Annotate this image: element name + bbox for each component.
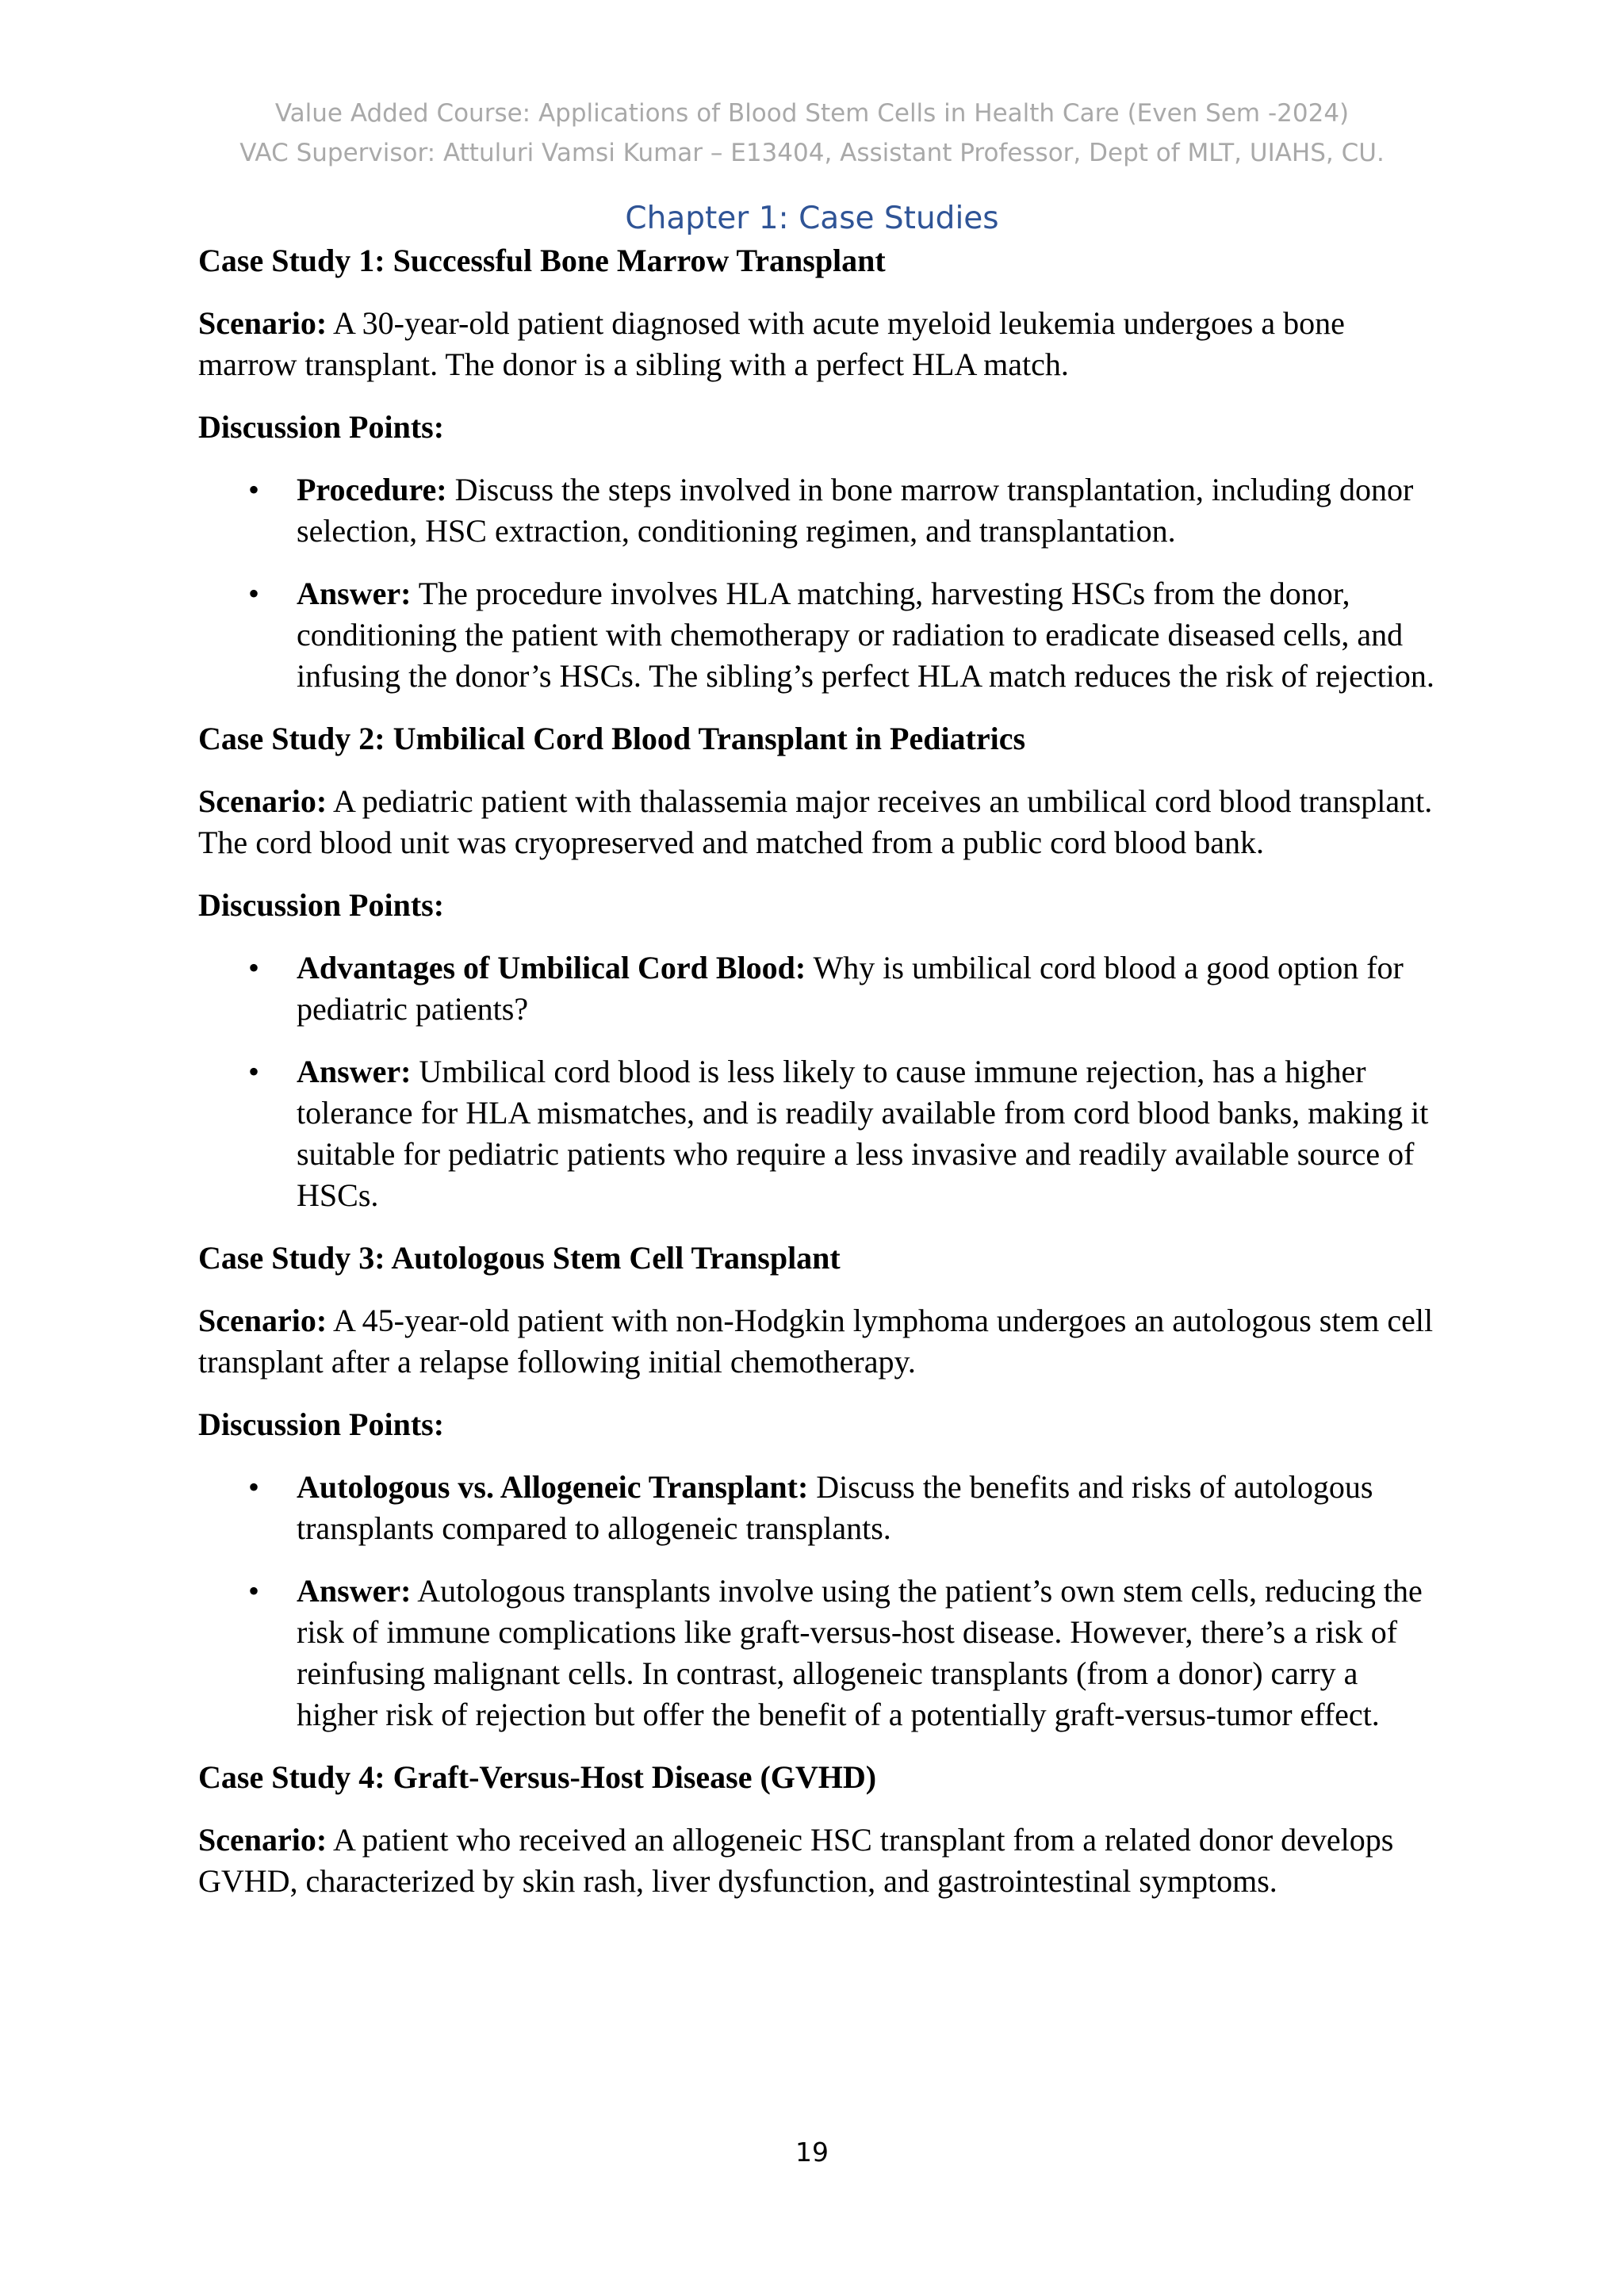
scenario-paragraph bbox=[198, 1820, 1435, 1902]
scenario-text: A 30-year-old patient diagnosed with acute myeloid leukemia undergoes a bone marrow transplant. The donor is a sibling with a perfect HLA match. bbox=[198, 305, 1345, 382]
bullet-icon: • bbox=[248, 576, 260, 611]
case-study-heading: Case Study 1: Successful Bone Marrow Transplant bbox=[198, 243, 886, 278]
scenario-paragraph bbox=[198, 1300, 1435, 1383]
scenario-label: Scenario: bbox=[198, 305, 327, 341]
bullet-text: The procedure involves HLA matching, harvesting HSCs from the donor, conditioning the patient with chemotherapy or radiation to eradicate diseased cells, and infusing the donor’s HSCs. The sibling’s perfect HLA match reduces the risk of rejection. bbox=[297, 576, 1434, 694]
bullet-icon: • bbox=[248, 1469, 260, 1505]
bullet-label: Answer: bbox=[297, 576, 412, 611]
list-item bbox=[198, 469, 1435, 552]
bullet-label: Autologous vs. Allogeneic Transplant: bbox=[297, 1469, 809, 1505]
list-item bbox=[198, 1467, 1435, 1549]
list-item bbox=[198, 573, 1435, 697]
bullet-label: Procedure: bbox=[297, 472, 447, 507]
discussion-points-label: Discussion Points: bbox=[198, 409, 445, 445]
bullet-text: Discuss the steps involved in bone marrow transplantation, including donor selection, HSC extraction, conditioning regimen, and transplantation. bbox=[297, 472, 1414, 549]
bullet-text: Why is umbilical cord blood a good option for pediatric patients? bbox=[297, 950, 1404, 1027]
bullet-text: Umbilical cord blood is less likely to cause immune rejection, has a higher tolerance for HLA mismatches, and is readily available from cord blood banks, making it suitable for pediatric patients who require a less invasive and readily available source of HSCs. bbox=[297, 1054, 1429, 1213]
scenario-text: A patient who received an allogeneic HSC transplant from a related donor develops GVHD, characterized by skin rash, liver dysfunction, and gastrointestinal symptoms. bbox=[198, 1822, 1394, 1899]
page-number: 19 bbox=[795, 2137, 829, 2168]
case-study-heading: Case Study 3: Autologous Stem Cell Transplant bbox=[198, 1240, 841, 1276]
header-supervisor-line: VAC Supervisor: Attuluri Vamsi Kumar – E13404, Assistant Professor, Dept of MLT, UIAHS, CU. bbox=[239, 139, 1385, 167]
case-study-heading: Case Study 2: Umbilical Cord Blood Transplant in Pediatrics bbox=[198, 721, 1026, 756]
bullet-icon: • bbox=[248, 950, 260, 985]
scenario-text: A 45-year-old patient with non-Hodgkin lymphoma undergoes an autologous stem cell transplant after a relapse following initial chemotherapy. bbox=[198, 1303, 1434, 1380]
case-study-2 bbox=[198, 718, 1435, 1216]
header-course-line: Value Added Course: Applications of Blood Stem Cells in Health Care (Even Sem -2024) bbox=[274, 99, 1350, 128]
case-study-1 bbox=[198, 240, 1435, 697]
list-item bbox=[198, 1051, 1435, 1216]
document-body bbox=[198, 240, 1435, 1923]
discussion-points-label: Discussion Points: bbox=[198, 887, 445, 923]
list-item bbox=[198, 1571, 1435, 1735]
discussion-list bbox=[198, 947, 1435, 1216]
chapter-title: Chapter 1: Case Studies bbox=[625, 201, 999, 236]
bullet-text: Autologous transplants involve using the patient’s own stem cells, reducing the risk of immune complications like graft-versus-host disease. However, there’s a risk of reinfusing malignant cells. In contrast, allogeneic transplants (from a donor) carry a higher risk of rejection but offer the benefit of a potentially graft-versus-tumor effect. bbox=[297, 1573, 1423, 1732]
scenario-paragraph bbox=[198, 303, 1435, 385]
bullet-text: Discuss the benefits and risks of autologous transplants compared to allogeneic transplants. bbox=[297, 1469, 1373, 1546]
bullet-label: Answer: bbox=[297, 1054, 412, 1089]
scenario-text: A pediatric patient with thalassemia major receives an umbilical cord blood transplant. The cord blood unit was cryopreserved and matched from a public cord blood bank. bbox=[198, 783, 1433, 860]
discussion-points-label: Discussion Points: bbox=[198, 1406, 445, 1442]
bullet-label: Answer: bbox=[297, 1573, 412, 1609]
scenario-label: Scenario: bbox=[198, 1303, 327, 1338]
bullet-icon: • bbox=[248, 1573, 260, 1609]
bullet-label: Advantages of Umbilical Cord Blood: bbox=[297, 950, 806, 985]
scenario-label: Scenario: bbox=[198, 1822, 327, 1858]
list-item bbox=[198, 947, 1435, 1030]
bullet-icon: • bbox=[248, 1054, 260, 1089]
case-study-heading: Case Study 4: Graft-Versus-Host Disease (GVHD) bbox=[198, 1759, 877, 1795]
running-header bbox=[0, 94, 1624, 173]
bullet-icon: • bbox=[248, 472, 260, 507]
discussion-list bbox=[198, 1467, 1435, 1735]
scenario-paragraph bbox=[198, 781, 1435, 863]
case-study-4 bbox=[198, 1757, 1435, 1902]
scenario-label: Scenario: bbox=[198, 783, 327, 819]
discussion-list bbox=[198, 469, 1435, 697]
case-study-3 bbox=[198, 1238, 1435, 1735]
